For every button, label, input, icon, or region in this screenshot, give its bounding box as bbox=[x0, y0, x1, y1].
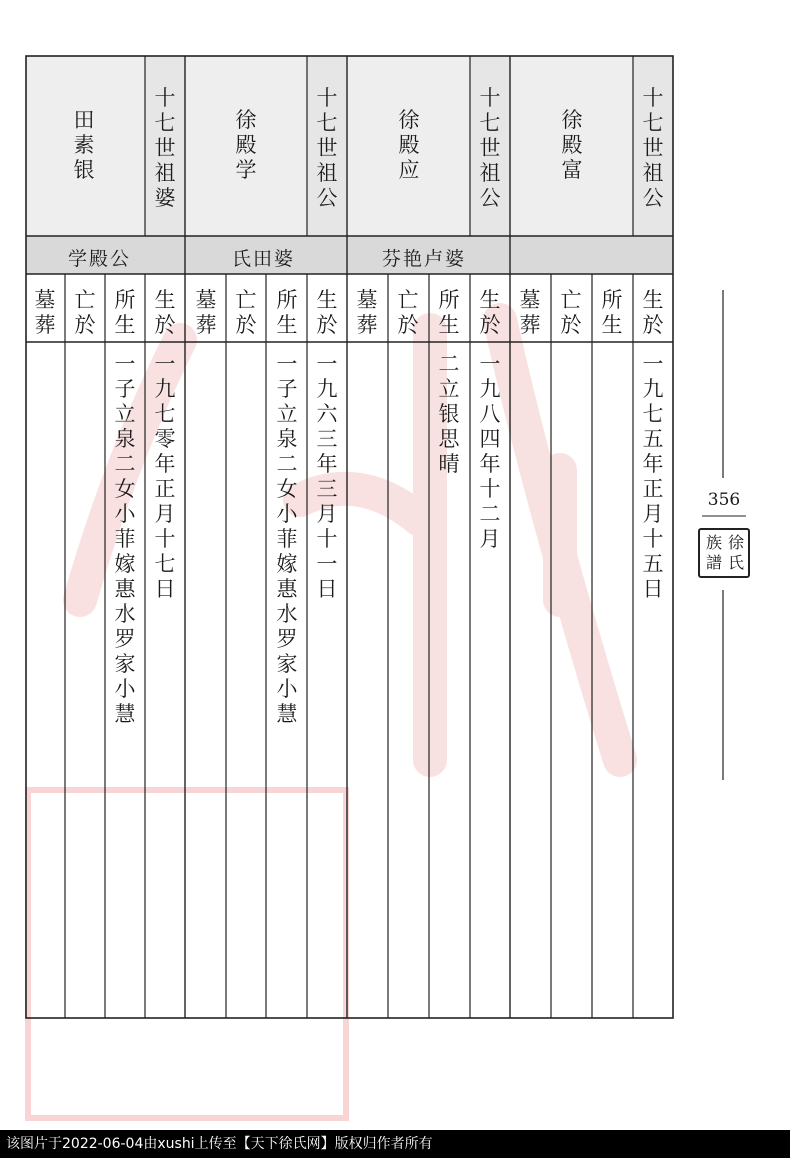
stamp-char: 氏 bbox=[727, 553, 744, 572]
field-label-death: 亡 於 bbox=[235, 288, 257, 337]
stamp-char: 族 bbox=[705, 533, 722, 552]
field-label-burial: 墓 葬 bbox=[356, 288, 378, 337]
field-label-birth: 生 於 bbox=[154, 288, 176, 337]
generation-title: 十 七 世 祖 公 bbox=[316, 86, 338, 210]
birth-date: 一 九 六 三 年 三 月 十 一 日 bbox=[316, 352, 338, 601]
field-label-death: 亡 於 bbox=[74, 288, 96, 337]
field-label-birth: 生 於 bbox=[479, 288, 501, 337]
generation-title: 十 七 世 祖 公 bbox=[642, 86, 664, 210]
spouse-label: 学殿公 bbox=[68, 248, 132, 270]
field-label-burial: 墓 葬 bbox=[195, 288, 217, 337]
generation-title: 十 七 世 祖 婆 bbox=[154, 86, 176, 210]
children-record: 一 子 立 泉 二 女 小 菲 嫁 惠 水 罗 家 小 慧 bbox=[276, 352, 298, 726]
person-name: 田 素 银 bbox=[73, 108, 95, 182]
book-title-stamp bbox=[698, 528, 750, 578]
field-label-burial: 墓 葬 bbox=[519, 288, 541, 337]
stamp-char: 譜 bbox=[705, 553, 722, 572]
field-label-children: 所 生 bbox=[276, 288, 298, 337]
upload-caption-bar: 该图片于2022-06-04由xushi上传至【天下徐氏网】版权归作者所有 bbox=[0, 1130, 790, 1158]
field-label-death: 亡 於 bbox=[560, 288, 582, 337]
birth-date: 一 九 七 零 年 正 月 十 七 日 bbox=[154, 352, 176, 601]
stamp-char: 徐 bbox=[727, 533, 744, 552]
spouse-label: 芬艳卢婆 bbox=[382, 248, 467, 270]
field-label-children: 所 生 bbox=[438, 288, 460, 337]
field-label-birth: 生 於 bbox=[642, 288, 664, 337]
person-name: 徐 殿 学 bbox=[235, 108, 257, 182]
spouse-label: 氏田婆 bbox=[232, 248, 296, 270]
person-name: 徐 殿 应 bbox=[398, 108, 420, 182]
page-number: 356 bbox=[707, 490, 741, 510]
field-label-burial: 墓 葬 bbox=[34, 288, 56, 337]
birth-date: 一 九 七 五 年 正 月 十 五 日 bbox=[642, 352, 664, 601]
field-label-death: 亡 於 bbox=[397, 288, 419, 337]
generation-title: 十 七 世 祖 公 bbox=[479, 86, 501, 210]
children-record: 一 子 立 泉 二 女 小 菲 嫁 惠 水 罗 家 小 慧 bbox=[114, 352, 136, 726]
field-label-children: 所 生 bbox=[114, 288, 136, 337]
person-name: 徐 殿 富 bbox=[561, 108, 583, 182]
birth-date: 一 九 八 四 年 十 二 月 bbox=[479, 352, 501, 551]
field-label-birth: 生 於 bbox=[316, 288, 338, 337]
field-label-children: 所 生 bbox=[601, 288, 623, 337]
children-record: 二 立 银 思 晴 bbox=[438, 352, 460, 476]
